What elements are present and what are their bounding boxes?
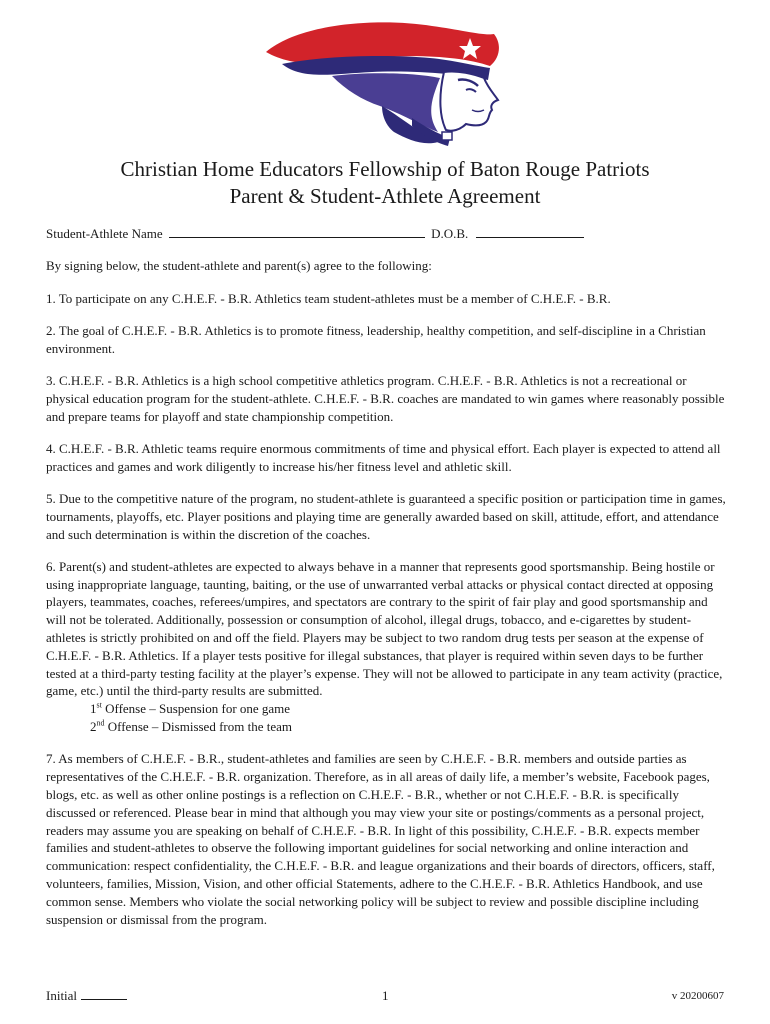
version-label: v 20200607: [671, 990, 724, 1002]
intro-text: By signing below, the student-athlete and parent(s) agree to the following:: [46, 258, 432, 274]
initial-label: Initial: [46, 988, 78, 1003]
patriot-head-logo: [262, 14, 512, 152]
second-offense-suffix: nd: [96, 718, 105, 728]
dob-label: D.O.B.: [431, 226, 469, 241]
second-offense: [90, 718, 726, 736]
student-name-label: Student-Athlete Name: [46, 226, 163, 241]
dob-field[interactable]: [476, 225, 584, 238]
item-3: 3. C.H.E.F. - B.R. Athletics is a high school competitive athletics program. C.H.E.F. - B.R. Athletics is not a recreational or physical education program for the student-athlete. C.H.E.F. - B.R. coaches are mandated to win games where reasonably possible and prepare teams for playoff and state championship competition.: [46, 372, 725, 424]
document-title: Christian Home Educators Fellowship of Baton Rouge Patriots: [120, 157, 650, 181]
initial-field[interactable]: [81, 988, 127, 1000]
item-1: 1. To participate on any C.H.E.F. - B.R. Athletics team student-athletes must be a member of C.H.E.F. - B.R.: [46, 290, 611, 306]
page-number: 1: [382, 988, 389, 1003]
item-7: 7. As members of C.H.E.F. - B.R., student-athletes and families are seen by C.H.E.F. - B.R. members and outside parties as representatives of the C.H.E.F. - B.R. organization. Therefore, as in all areas of daily life, a member’s website, Facebook pages, blogs, etc. as well as other online postings is a reflection on C.H.E.F. - B.R., whether or not C.H.E.F. - B.R. is specifically discussed or referenced. Please bear in mind that although you may view your site or postings/comments as a personal project, readers may assume you are speaking on behalf of C.H.E.F. - B.R. In light of this possibility, C.H.E.F. - B.R. expects member families and student-athletes to observe the following important guidelines for social networking and online interaction and communication: respect confidentiality, the C.H.E.F. - B.R. and league organizations and their boards of directors, officers, staff, volunteers, families, Mission, Vision, and other official Statements, adhere to the C.H.E.F. - B.R. Athletics Handbook, and use common sense. Members who violate the social networking policy will be subject to review and possible discipline including suspension or dismissal from the program.: [46, 751, 715, 927]
item-6: [46, 558, 726, 736]
page-footer: [46, 988, 726, 1008]
item-4: 4. C.H.E.F. - B.R. Athletic teams require enormous commitments of time and physical effort. Each player is expected to attend all practices and games and work diligently to increase his/her fitness level and athletic skill.: [46, 440, 721, 474]
document-subtitle: Parent & Student-Athlete Agreement: [229, 184, 541, 208]
student-info-row: [46, 225, 726, 243]
agreement-body: [46, 225, 726, 943]
initial-row: [46, 988, 127, 1004]
second-offense-number: 2: [90, 719, 97, 735]
first-offense-number: 1: [90, 701, 97, 717]
first-offense-suffix: st: [96, 700, 102, 710]
item-6-text: 6. Parent(s) and student-athletes are expected to always behave in a manner that represents good sportsmanship. Being hostile or using inappropriate language, taunting, baiting, or the use of unwarranted verbal attacks or physical contact directed at opposing players, teammates, coaches, referees/umpires, and spectators are contrary to the spirit of fair play and good sportsmanship and will not be tolerated. Additionally, possession or consumption of alcohol, illegal drugs, tobacco, and e-cigarettes by student-athletes is strictly prohibited on and off the field. Players may be subject to two random drug tests per season at the expense of C.H.E.F. - B.R. Athletics. If a player tests positive for illegal substances, that player is required within seven days to be further tested at a third-party testing facility at the player’s expense. They will not be allowed to participate in any team activity (practice, game, etc.) until the third-party results are submitted.: [46, 558, 723, 699]
first-offense: [90, 700, 726, 718]
item-5: 5. Due to the competitive nature of the program, no student-athlete is guaranteed a specific position or participation time in games, tournaments, playoffs, etc. Player positions and playing time are generally awarded based on skill, attitude, effort, and attendance and such determination is within the discretion of the coaches.: [46, 490, 726, 542]
item-2: 2. The goal of C.H.E.F. - B.R. Athletics is to promote fitness, leadership, healthy competition, and self-discipline in a Christian environment.: [46, 322, 706, 356]
first-offense-text: Offense – Suspension for one game: [101, 701, 291, 717]
student-name-field[interactable]: [169, 225, 425, 238]
second-offense-text: Offense – Dismissed from the team: [104, 719, 292, 735]
